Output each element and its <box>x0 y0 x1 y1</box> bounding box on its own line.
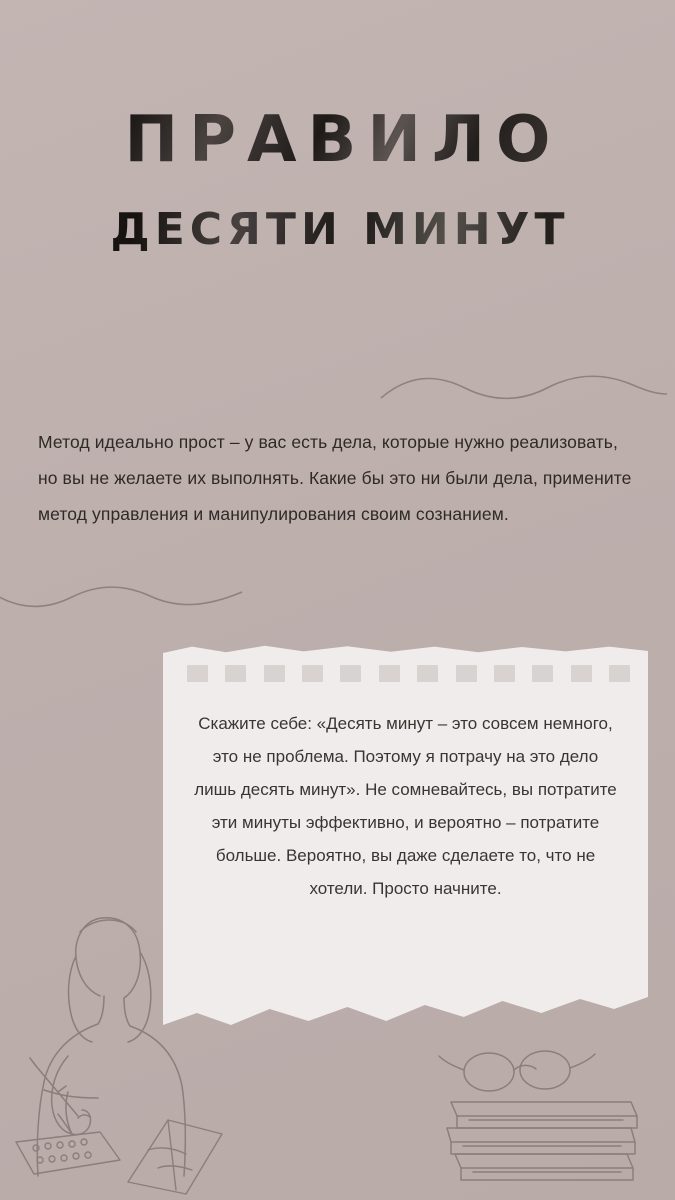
perforation-hole <box>302 665 323 682</box>
wavy-line-top-right-icon <box>379 368 669 408</box>
perforation-hole <box>187 665 208 682</box>
perforation-hole <box>340 665 361 682</box>
perforation-hole <box>571 665 592 682</box>
perforation-hole <box>379 665 400 682</box>
perforation-hole <box>417 665 438 682</box>
perforation-hole <box>532 665 553 682</box>
note-perforation-strip <box>187 665 630 682</box>
perforation-hole <box>456 665 477 682</box>
perforation-hole <box>225 665 246 682</box>
headline-block <box>0 103 675 255</box>
wavy-line-left-icon <box>0 580 244 620</box>
note-body-text: Скажите себе: «Десять минут – это совсем немного, это не проблема. Поэтому я потрачу на это дело лишь десять минут». Не сомневайтесь, вы потратите эти минуты эффективно, и вероятно – потратите больше. Вероятно, вы даже сделаете то, что не хотели. Просто начните. <box>194 714 617 898</box>
perforation-hole <box>609 665 630 682</box>
page-title-line-2: ДЕСЯТИ МИНУТ <box>0 208 675 252</box>
desk-objects-illustration <box>8 1090 258 1200</box>
perforation-hole <box>494 665 515 682</box>
intro-paragraph: Метод идеально прост – у вас есть дела, которые нужно реализовать, но вы не желаете их выполнять. Какие бы это ни были дела, примените метод управления и манипулирования своим сознанием. <box>38 432 632 524</box>
stack-of-books-with-glasses-illustration <box>425 1030 665 1190</box>
perforation-hole <box>264 665 285 682</box>
page-title-line-1: ПРАВИЛО <box>0 108 675 172</box>
